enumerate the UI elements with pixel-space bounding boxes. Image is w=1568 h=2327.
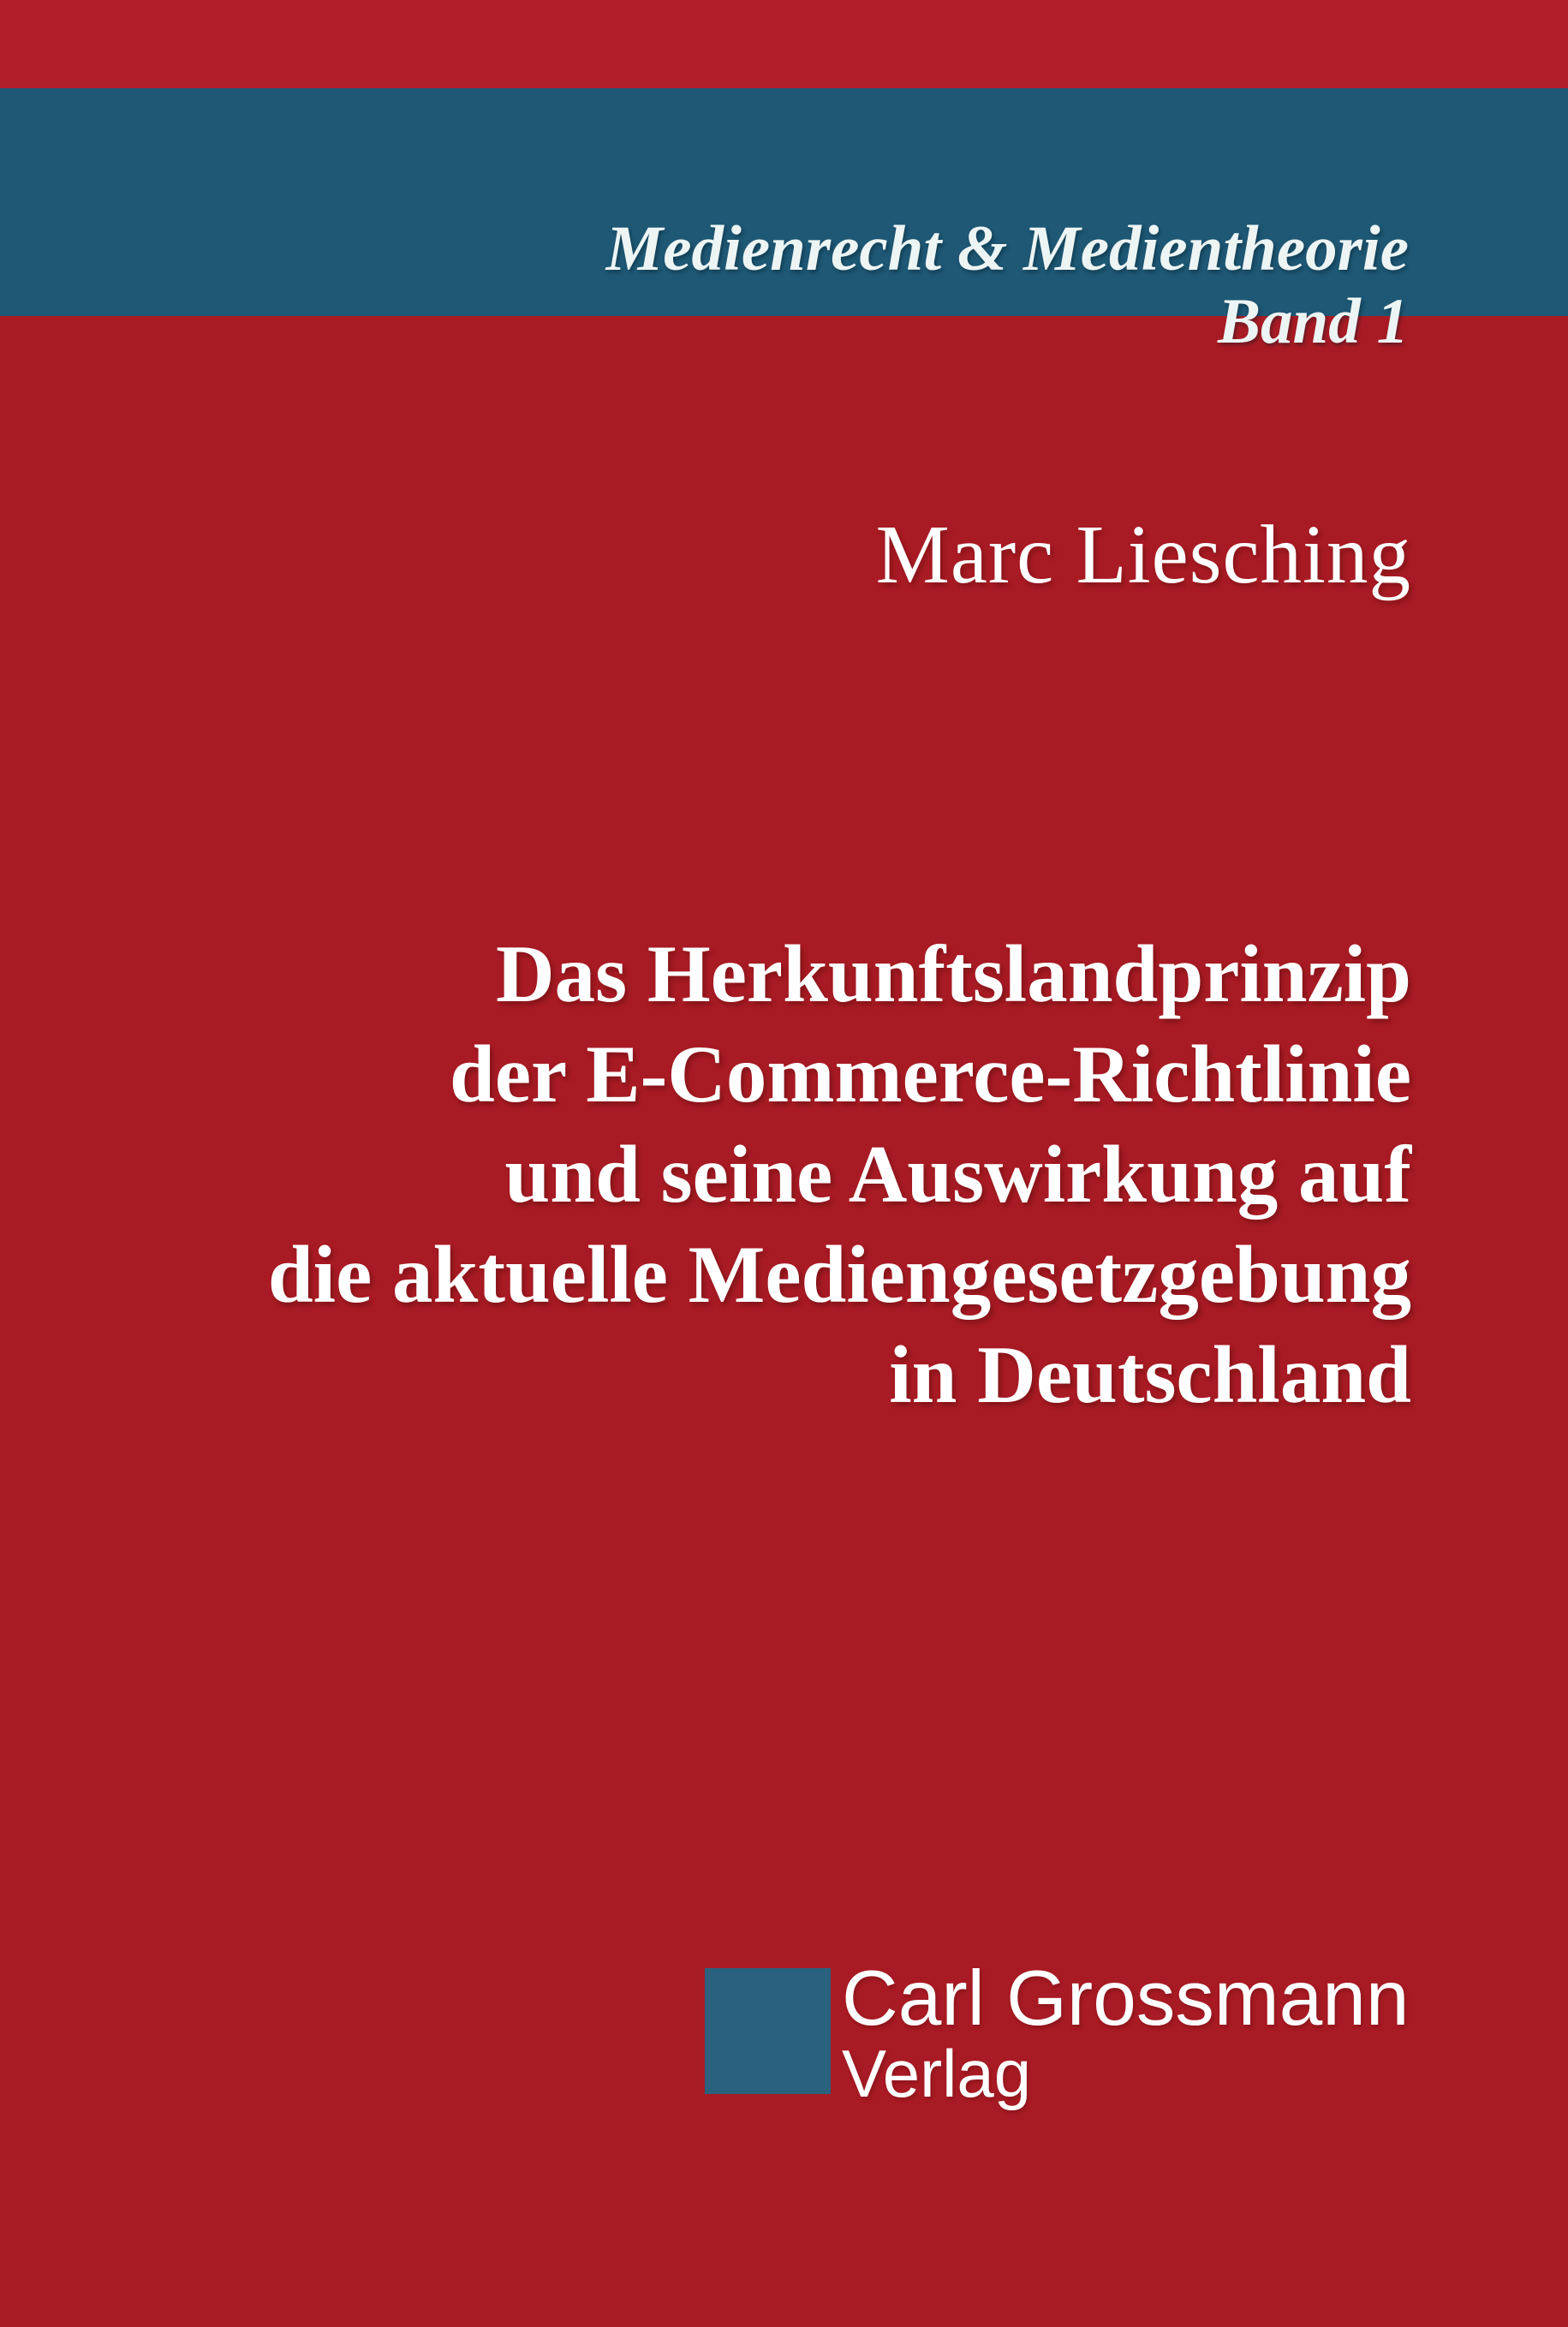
series-volume: Band 1 <box>1218 286 1409 357</box>
publisher-name: Carl Grossmann <box>842 1955 1410 2042</box>
publisher-type: Verlag <box>842 2036 1032 2111</box>
series-title: Medienrecht & Medientheorie <box>605 213 1409 284</box>
title-line: Das Herkunftslandprinzip <box>496 928 1411 1019</box>
author-name: Marc Liesching <box>875 509 1411 600</box>
title-line: der E-Commerce-Richtlinie <box>450 1029 1411 1119</box>
title-line: die aktuelle Mediengesetzgebung <box>267 1229 1411 1320</box>
book-title <box>268 924 1411 1425</box>
series-banner <box>0 88 1568 357</box>
top-red-strip <box>0 0 1568 88</box>
publisher-logo-square <box>705 1968 831 2094</box>
title-line: und seine Auswirkung auf <box>504 1129 1411 1220</box>
title-line: in Deutschland <box>889 1329 1411 1420</box>
